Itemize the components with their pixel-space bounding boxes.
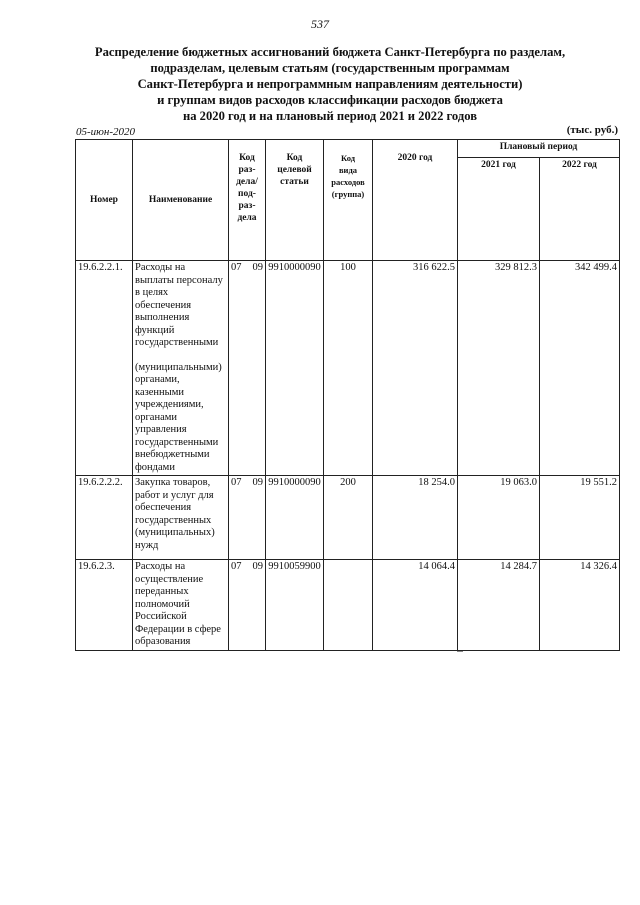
- subsection-code: 09: [252, 561, 263, 572]
- row-value-2022: 19 551.2: [540, 476, 620, 560]
- row-section-code: [229, 261, 266, 476]
- row-expense-type: 200: [324, 476, 373, 560]
- header-number: Номер: [76, 140, 133, 261]
- row-name: [133, 261, 229, 476]
- target-code-line: статьи: [280, 177, 309, 187]
- header-row-top: [76, 140, 620, 158]
- row-value-2020: 14 064.4: [373, 560, 458, 651]
- header-planned-period: Плановый период: [458, 140, 620, 158]
- section-code-line: раз-: [238, 201, 256, 211]
- row-name-part: Закупка товаров, работ и услуг для обеспечения государственных (муниципальных) нужд: [135, 477, 215, 551]
- row-target-code: 9910000090: [266, 261, 324, 476]
- row-number: 19.6.2.3.: [76, 560, 133, 651]
- row-number: 19.6.2.2.1.: [76, 261, 133, 476]
- row-value-2022: 14 326.4: [540, 560, 620, 651]
- document-title: [70, 44, 590, 124]
- expense-type-line: вида: [338, 165, 358, 175]
- header-expense-type: [324, 140, 373, 261]
- target-code-line: Код: [286, 153, 303, 163]
- header-target-code: [266, 140, 324, 261]
- subsection-code: 09: [252, 262, 263, 273]
- row-section-code: [229, 560, 266, 651]
- row-value-2021: 19 063.0: [458, 476, 540, 560]
- header-2020: 2020 год: [373, 140, 458, 261]
- table-row: [76, 261, 620, 476]
- section-code: 07: [231, 262, 242, 273]
- row-name-part: (муниципальными) органами, казенными учреждениями, органами управления государственными внебюджетными фондами: [135, 361, 222, 473]
- section-code: 07: [231, 561, 242, 572]
- row-expense-type: [324, 560, 373, 651]
- row-number: 19.6.2.2.2.: [76, 476, 133, 560]
- header-section-code: [229, 140, 266, 261]
- row-section-code: [229, 476, 266, 560]
- header-2021: 2021 год: [458, 158, 540, 261]
- row-target-code: 9910000090: [266, 476, 324, 560]
- row-value-2021: 14 284.7: [458, 560, 540, 651]
- row-value-2020: 18 254.0: [373, 476, 458, 560]
- title-line-3: Санкт-Петербурга и непрограммным направлениям деятельности): [137, 77, 523, 91]
- expense-type-line: Код: [340, 153, 356, 163]
- header-name: Наименование: [133, 140, 229, 261]
- expense-type-line: (группа): [331, 189, 365, 199]
- row-name-part: Расходы на выплаты персоналу в целях обеспечения выполнения функций государственными: [135, 262, 223, 348]
- row-name: [133, 476, 229, 560]
- title-line-2: подразделам, целевым статьям (государственным программам: [150, 61, 510, 75]
- section-code-line: под-: [238, 189, 256, 199]
- document-date: 05-июн-2020: [76, 126, 136, 138]
- table-row: [76, 476, 620, 560]
- section-code-line: раз-: [238, 165, 256, 175]
- scan-mark: [457, 651, 463, 652]
- table-row: [76, 560, 620, 651]
- title-line-5: на 2020 год и на плановый период 2021 и 2022 годов: [182, 109, 478, 123]
- row-target-code: 9910059900: [266, 560, 324, 651]
- units-label: (тыс. руб.): [566, 124, 618, 136]
- target-code-line: целевой: [277, 165, 312, 175]
- subsection-code: 09: [252, 477, 263, 488]
- page-number: 537: [311, 17, 329, 31]
- row-expense-type: 100: [324, 261, 373, 476]
- row-value-2020: 316 622.5: [373, 261, 458, 476]
- section-code-line: Код: [239, 153, 255, 163]
- row-name: [133, 560, 229, 651]
- row-name-part: Расходы на осуществление переданных полномочий Российской Федерации в сфере образования: [135, 561, 221, 647]
- title-line-4: и группам видов расходов классификации расходов бюджета: [157, 93, 503, 107]
- section-code-line: дела/: [236, 177, 258, 187]
- row-value-2022: 342 499.4: [540, 261, 620, 476]
- row-value-2021: 329 812.3: [458, 261, 540, 476]
- budget-table: [75, 139, 620, 651]
- section-code-line: дела: [237, 213, 257, 223]
- expense-type-line: расходов: [331, 177, 365, 187]
- title-line-1: Распределение бюджетных ассигнований бюджета Санкт-Петербурга по разделам,: [94, 45, 566, 59]
- header-2022: 2022 год: [540, 158, 620, 261]
- section-code: 07: [231, 477, 242, 488]
